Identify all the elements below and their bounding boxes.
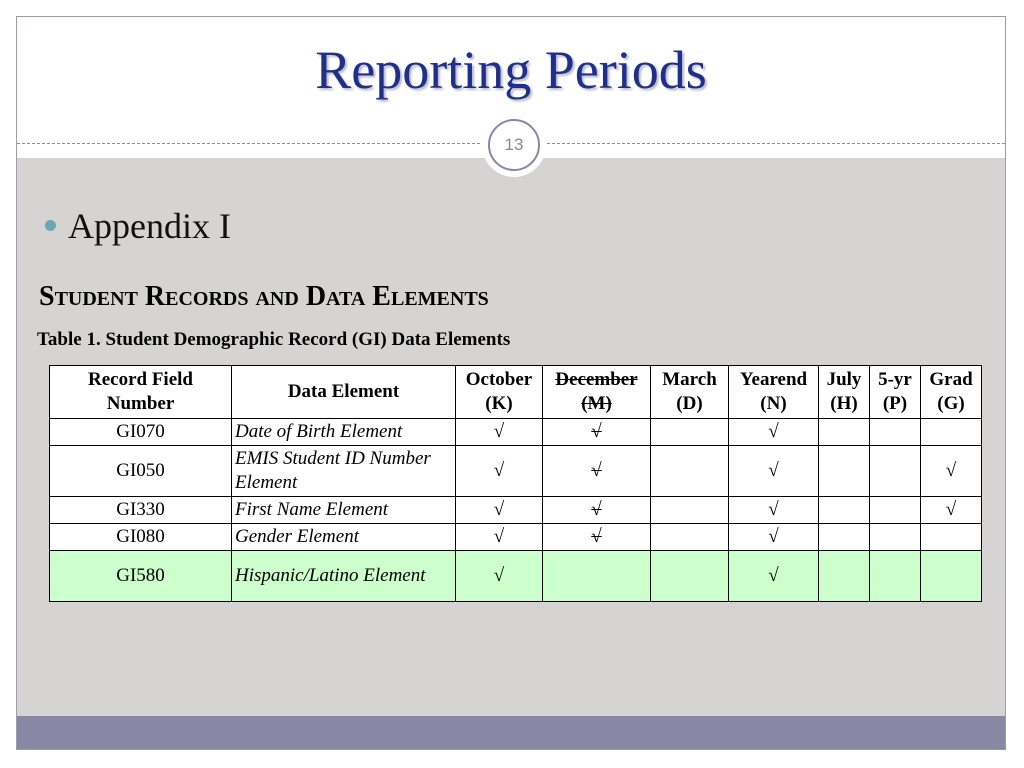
cell-march bbox=[651, 551, 729, 602]
cell-december: √ bbox=[543, 446, 651, 497]
cell-december: √ bbox=[543, 497, 651, 524]
cell-october: √ bbox=[456, 419, 543, 446]
cell-data-element: EMIS Student ID Number Element bbox=[232, 446, 456, 497]
footer-bar bbox=[17, 716, 1005, 750]
cell-october: √ bbox=[456, 446, 543, 497]
cell-data-element: Gender Element bbox=[232, 524, 456, 551]
cell-5-yr bbox=[870, 551, 921, 602]
cell-data-element: First Name Element bbox=[232, 497, 456, 524]
table-header-row bbox=[50, 366, 982, 419]
table-row-highlighted bbox=[50, 551, 982, 602]
table-row bbox=[50, 419, 982, 446]
cell-5-yr bbox=[870, 524, 921, 551]
cell-october: √ bbox=[456, 497, 543, 524]
cell-july bbox=[819, 551, 870, 602]
cell-grad: √ bbox=[921, 497, 982, 524]
page-number-badge bbox=[482, 113, 546, 177]
cell-grad: √ bbox=[921, 446, 982, 497]
bullet-text: Appendix I bbox=[68, 206, 231, 246]
cell-yearend: √ bbox=[729, 497, 819, 524]
bullet-dot-icon bbox=[45, 220, 56, 231]
header-record-field-number: Record Field Number bbox=[50, 366, 232, 419]
header-grad: Grad (G) bbox=[921, 366, 982, 419]
cell-record-field-number: GI070 bbox=[50, 419, 232, 446]
cell-october: √ bbox=[456, 551, 543, 602]
cell-july bbox=[819, 446, 870, 497]
cell-record-field-number: GI580 bbox=[50, 551, 232, 602]
cell-march bbox=[651, 446, 729, 497]
cell-grad bbox=[921, 551, 982, 602]
cell-july bbox=[819, 497, 870, 524]
cell-march bbox=[651, 497, 729, 524]
cell-record-field-number: GI050 bbox=[50, 446, 232, 497]
table-row bbox=[50, 446, 982, 497]
cell-march bbox=[651, 524, 729, 551]
slide bbox=[16, 16, 1006, 750]
page-number: 13 bbox=[488, 119, 540, 171]
table-row bbox=[50, 497, 982, 524]
cell-december: √ bbox=[543, 419, 651, 446]
cell-july bbox=[819, 419, 870, 446]
cell-5-yr bbox=[870, 497, 921, 524]
table-row bbox=[50, 524, 982, 551]
bullet-item bbox=[45, 205, 231, 247]
cell-july bbox=[819, 524, 870, 551]
header-yearend: Yearend (N) bbox=[729, 366, 819, 419]
cell-october: √ bbox=[456, 524, 543, 551]
header-july: July (H) bbox=[819, 366, 870, 419]
cell-5-yr bbox=[870, 446, 921, 497]
header-march: March (D) bbox=[651, 366, 729, 419]
header-data-element: Data Element bbox=[232, 366, 456, 419]
cell-yearend: √ bbox=[729, 551, 819, 602]
cell-record-field-number: GI080 bbox=[50, 524, 232, 551]
data-elements-table bbox=[49, 365, 982, 602]
header-october: October (K) bbox=[456, 366, 543, 419]
table-caption: Table 1. Student Demographic Record (GI) Data Elements bbox=[37, 329, 511, 350]
section-heading: Student Records and Data Elements bbox=[39, 281, 489, 312]
cell-record-field-number: GI330 bbox=[50, 497, 232, 524]
header-5-yr: 5-yr (P) bbox=[870, 366, 921, 419]
cell-data-element: Hispanic/Latino Element bbox=[232, 551, 456, 602]
cell-yearend: √ bbox=[729, 446, 819, 497]
header-december: December (M) bbox=[543, 366, 651, 419]
cell-march bbox=[651, 419, 729, 446]
cell-december: √ bbox=[543, 524, 651, 551]
cell-yearend: √ bbox=[729, 419, 819, 446]
cell-data-element: Date of Birth Element bbox=[232, 419, 456, 446]
cell-grad bbox=[921, 524, 982, 551]
slide-title: Reporting Periods bbox=[315, 40, 707, 100]
cell-5-yr bbox=[870, 419, 921, 446]
cell-december bbox=[543, 551, 651, 602]
cell-yearend: √ bbox=[729, 524, 819, 551]
cell-grad bbox=[921, 419, 982, 446]
